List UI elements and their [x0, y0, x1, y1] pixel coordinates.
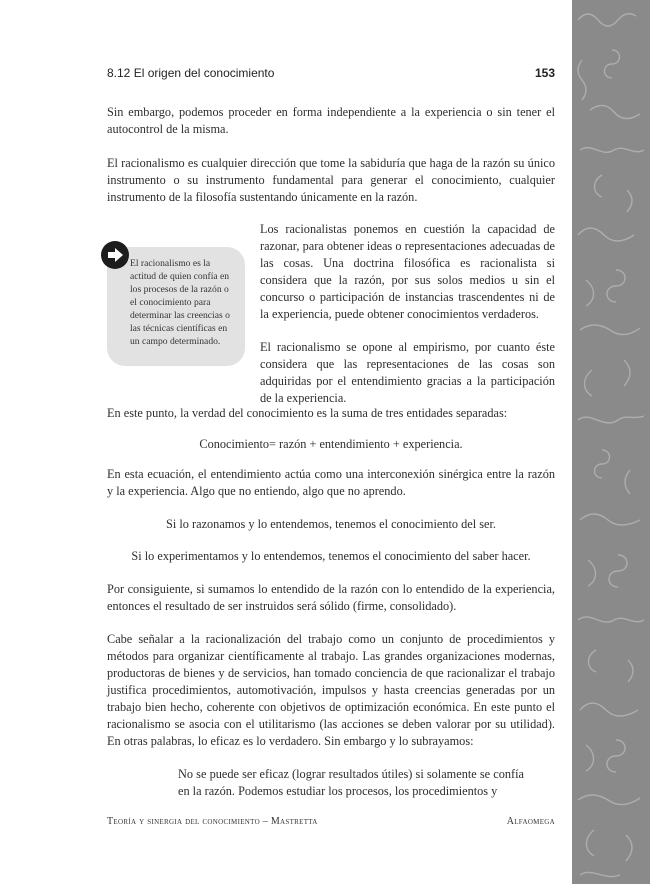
paragraph-racionalismo-definition: El racionalismo es cualquier dirección que tome la sabiduría que haga de la razón su único instrumento o su instrumento fundamental para generar el conocimiento, cualquier instrumento de la filosofía sustentando únicamente en la razón. — [107, 156, 555, 204]
block-quote: No se puede ser eficaz (lograr resultados útiles) si solamente se confía en la razón. Podemos estudiar los procesos, los procedimientos y — [178, 767, 524, 798]
paragraph-empirismo: El racionalismo se opone al empirismo, por cuanto éste considera que las representaciones de las cosas son adquiridas por el entendimiento gracias a la participación de la experiencia. — [260, 340, 555, 405]
puzzle-side-strip — [572, 0, 650, 884]
paragraph-intro: Sin embargo, podemos proceder en forma independiente a la experiencia o sin tener el autocontrol de la misma. — [107, 105, 555, 136]
paragraph-consiguiente: Por consiguiente, si sumamos lo entendido de la razón con lo entendido de la experiencia, entonces el resultado de ser instruidos será sólido (firme, consolidado). — [107, 582, 555, 613]
paragraph-ecuacion: En esta ecuación, el entendimiento actúa como una interconexión sinérgica entre la razón y la experiencia. Algo que no entiendo, algo que no aprendo. — [107, 467, 555, 498]
arrow-right-icon — [101, 241, 129, 269]
statement-saber-hacer: Si lo experimentamos y lo entendemos, tenemos el conocimiento del saber hacer. — [131, 549, 531, 563]
puzzle-pattern-icon — [572, 0, 650, 884]
section-title: 8.12 El origen del conocimiento — [107, 66, 275, 80]
statement-ser: Si lo razonamos y lo entendemos, tenemos el conocimiento del ser. — [166, 517, 496, 531]
page-footer — [107, 816, 555, 830]
paragraph-racionalistas: Los racionalistas ponemos en cuestión la capacidad de razonar, para obtener ideas o representaciones adecuadas de las cosas. Una doctrina filosófica es racionalista si considera que la razón, por sus solos medios u sin el concurso o participación de instancias trascendentes ni de la experiencia, puede obtener conocimientos verdaderos. — [260, 222, 555, 321]
page-header — [107, 66, 555, 82]
formula-line: Conocimiento= razón + entendimiento + experiencia. — [199, 437, 463, 451]
footer-book-title: Teoría y sinergia del conocimiento – Mastretta — [107, 816, 318, 827]
footer-publisher: Alfaomega — [506, 816, 555, 827]
callout-text: El racionalismo es la actitud de quien confía en los procesos de la razón o el conocimiento para determinar las creencias o las técnicas científicas en un campo determinado. — [130, 258, 230, 347]
page-number: 153 — [534, 66, 555, 80]
paragraph-racionalizacion: Cabe señalar a la racionalización del trabajo como un conjunto de procedimientos y métodos para organizar científicamente al trabajo. Las grandes organizaciones modernas, productoras de bienes y de servicios, han tomado conciencia de que racionalizar el trabajo justifica procedimientos, automotivación, impulsos y hasta creencias generadas por un trabajo bien hecho, coherente con objetivos de optimización económica. En este punto el racionalismo se asocia con el utilitarismo (las acciones se deben valorar por su utilidad). En otras palabras, lo eficaz es lo verdadero. Sin embargo y lo subrayamos: — [107, 632, 555, 748]
paragraph-verdad: En este punto, la verdad del conocimiento es la suma de tres entidades separadas: — [107, 406, 508, 420]
